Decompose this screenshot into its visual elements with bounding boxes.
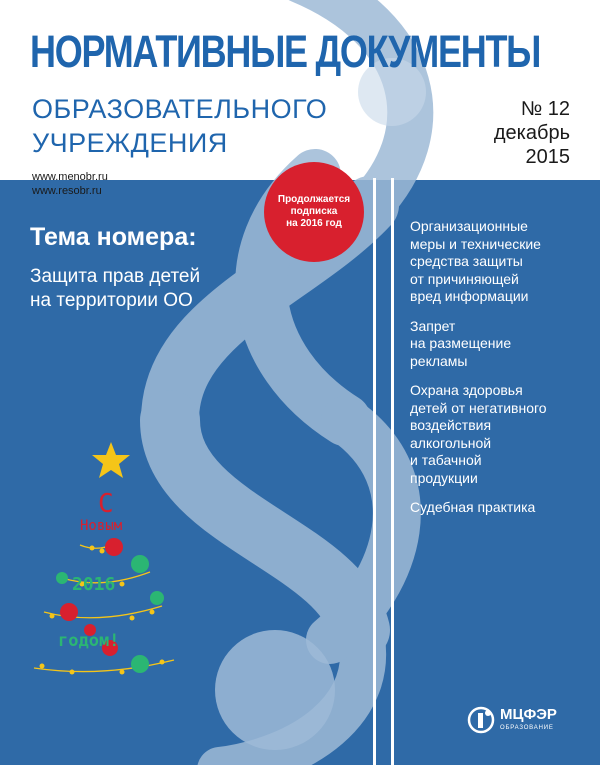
greeting-year: 2016 bbox=[72, 574, 116, 595]
website-link: www.menobr.ru bbox=[32, 171, 108, 183]
contents-item bbox=[410, 318, 580, 371]
subtitle-line: УЧРЕЖДЕНИЯ bbox=[32, 128, 228, 158]
contents-line: рекламы bbox=[410, 352, 468, 369]
logo-name: МЦФЭР bbox=[500, 706, 557, 723]
tree-ornament bbox=[150, 591, 164, 605]
tree-ornament bbox=[131, 655, 149, 673]
divider-line-right bbox=[391, 178, 394, 765]
website-links bbox=[32, 170, 108, 198]
contents-line: Судебная практика bbox=[410, 499, 536, 515]
contents-line: воздействия bbox=[410, 417, 492, 433]
contents-line: на размещение bbox=[410, 335, 512, 351]
contents-line: средства защиты bbox=[410, 253, 523, 269]
magazine-subtitle bbox=[32, 92, 327, 160]
contents-item bbox=[410, 382, 580, 487]
subtitle-line: ОБРАЗОВАТЕЛЬНОГО bbox=[32, 94, 328, 124]
badge-line: на 2016 год bbox=[286, 218, 342, 229]
tree-ornament bbox=[131, 555, 149, 573]
contents-line: Запрет bbox=[410, 317, 456, 334]
tree-ornament bbox=[105, 538, 123, 556]
contents-line: от причиняющей bbox=[410, 270, 519, 287]
contents-item bbox=[410, 499, 580, 517]
contents-line: алкогольной bbox=[410, 434, 492, 451]
issue-month: декабрь bbox=[493, 122, 570, 144]
contents-list bbox=[410, 218, 580, 529]
tree-star bbox=[92, 442, 130, 478]
subscription-badge bbox=[264, 162, 364, 262]
magazine-title: НОРМАТИВНЫЕ ДОКУМЕНТЫ bbox=[30, 26, 541, 77]
theme-line: на территории ОО bbox=[30, 290, 193, 311]
contents-item bbox=[410, 218, 580, 306]
contents-line: меры и технические bbox=[410, 235, 541, 252]
contents-line: вред информации bbox=[410, 288, 529, 304]
greeting-s: С bbox=[98, 489, 114, 519]
contents-line: детей от негативного bbox=[410, 399, 547, 416]
contents-line: Организационные bbox=[410, 218, 528, 234]
christmas-tree-icon bbox=[22, 440, 182, 700]
theme-line: Защита прав детей bbox=[30, 266, 201, 287]
badge-line: Продолжается bbox=[277, 194, 351, 205]
tree-ornament bbox=[60, 603, 78, 621]
issue-theme-text bbox=[30, 265, 200, 313]
issue-info bbox=[494, 97, 570, 169]
logo-subtitle: ОБРАЗОВАНИЕ bbox=[500, 725, 554, 731]
contents-line: и табачной bbox=[410, 452, 482, 468]
tree-ornament bbox=[56, 572, 68, 584]
greeting-year-end: годом! bbox=[58, 631, 120, 651]
mcfer-logo bbox=[466, 702, 586, 738]
badge-line: подписка bbox=[290, 206, 338, 217]
mcfer-logo-icon bbox=[466, 705, 496, 735]
issue-number: № 12 bbox=[520, 98, 570, 120]
contents-line: продукции bbox=[410, 469, 478, 486]
contents-line: Охрана здоровья bbox=[410, 382, 523, 398]
website-link: www.resobr.ru bbox=[32, 185, 102, 197]
issue-year: 2015 bbox=[525, 146, 570, 168]
greeting-new: Новым bbox=[80, 518, 123, 534]
issue-theme-label: Тема номера: bbox=[30, 223, 197, 251]
divider-line-left bbox=[373, 178, 376, 765]
